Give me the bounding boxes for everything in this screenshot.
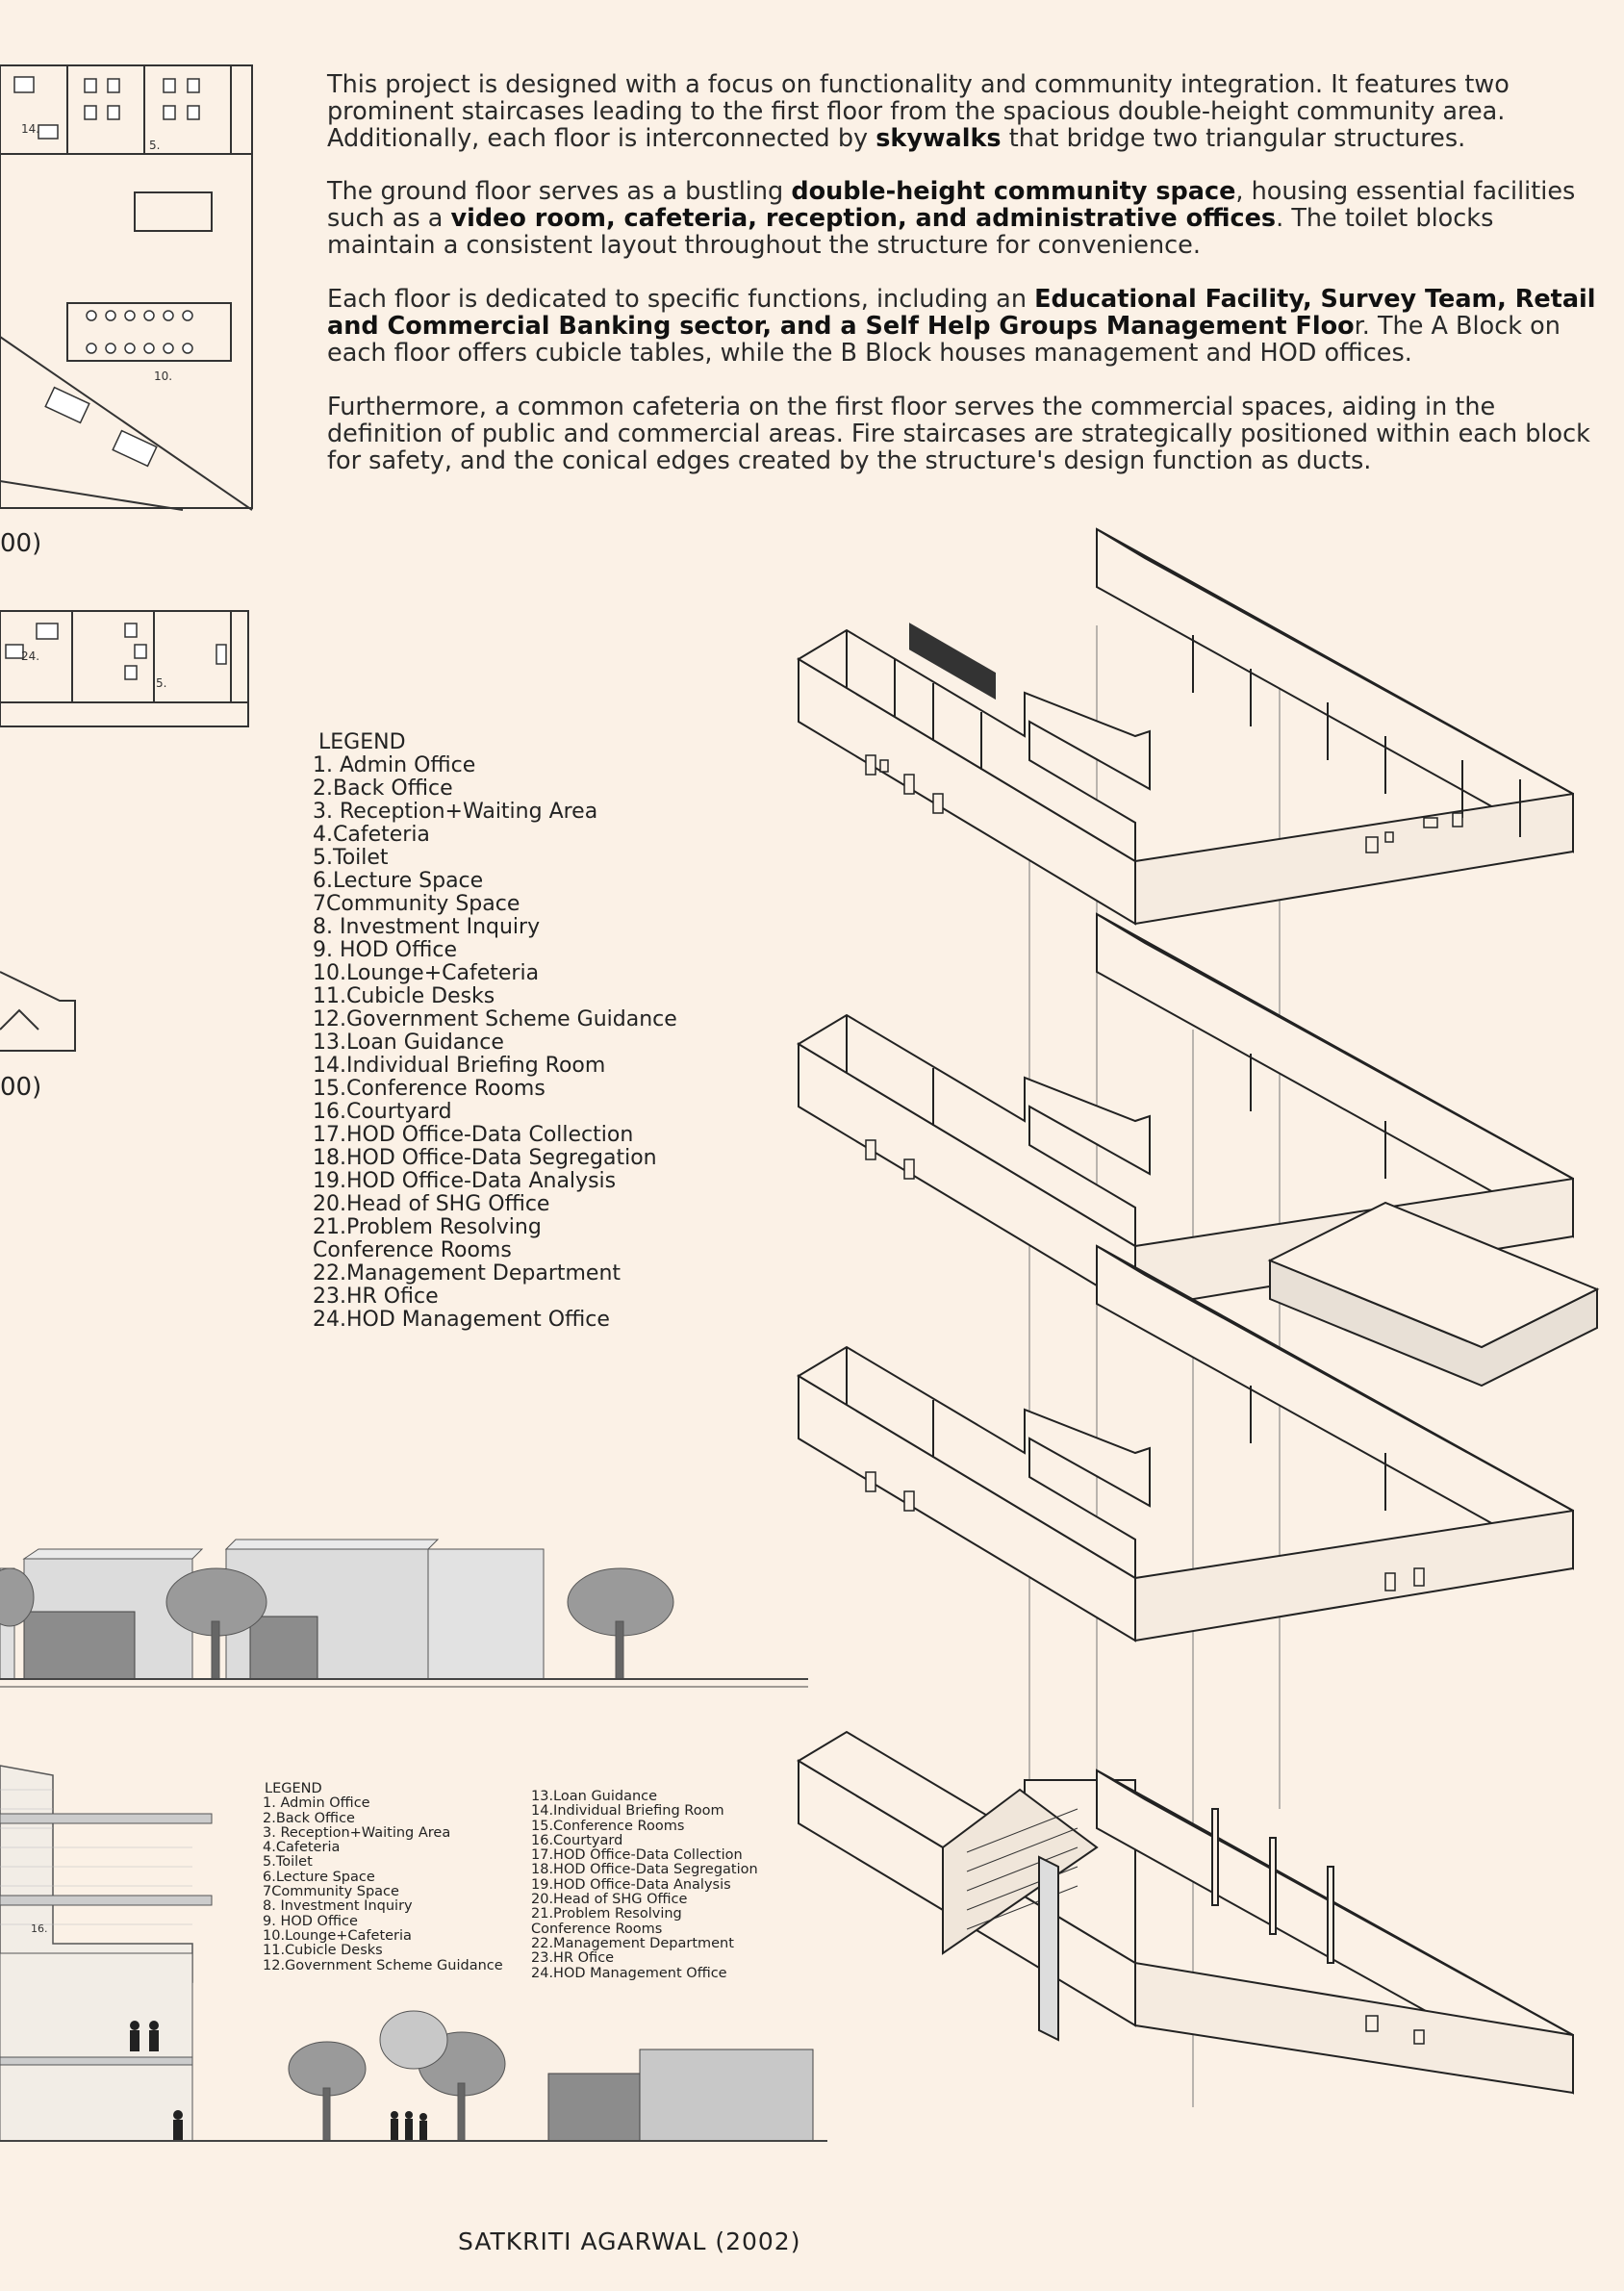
legend-item: 23.HR Ofice [313,1285,439,1309]
legend-item: 8. Investment Inquiry [263,1898,413,1915]
legend-item: 5.Toilet [313,846,389,870]
floor-plan-top [0,58,260,510]
author-credit: SATKRITI AGARWAL (2002) [458,2227,801,2255]
keyword-floor-functions: Educational Facility, Survey Team, Retail and Commercial Banking sector, and a Self Help Groups Management Floo [327,285,1596,341]
legend-item: 17.HOD Office-Data Collection [313,1123,634,1147]
legend-item: 20.Head of SHG Office [531,1892,688,1908]
isometric-floor-4 [799,529,1573,924]
legend-item: 3. Reception+Waiting Area [263,1824,451,1841]
legend-item: 8. Investment Inquiry [313,915,541,939]
plan-caption-2: 00) [0,1073,42,1102]
legend-item: 13.Loan Guidance [531,1789,658,1804]
legend-item: 22.Management Department [531,1935,734,1951]
plan-caption-1: 00) [0,529,42,558]
description-paragraph-4: Furthermore, a common cafeteria on the first floor serves the commercial spaces, aiding in the definition of public and commercial areas. Fire staircases are strategically positioned within each block for safety, and the conical edges created by the structure's design function as ducts. [327,393,1590,475]
legend-item: 24.HOD Management Office [531,1965,727,1981]
legend-item: 2.Back Office [313,776,453,801]
legend-item: 9. HOD Office [263,1913,358,1929]
legend-item: 10.Lounge+Cafeteria [263,1927,412,1944]
legend-item: 24.HOD Management Office [313,1308,610,1332]
legend-item: 3. Reception+Waiting Area [313,800,598,824]
legend-item: 20.Head of SHG Office [313,1192,550,1216]
legend-item: 7Community Space [313,892,520,916]
legend-item: 21.Problem Resolving [313,1215,542,1239]
floor-plan-middle [0,606,260,731]
legend-item: 4.Cafeteria [313,823,430,847]
legend-item: 12.Government Scheme Guidance [263,1957,503,1973]
legend-item: 16.Courtyard [531,1832,623,1848]
legend-item: 11.Cubicle Desks [313,984,495,1008]
legend-item: 6.Lecture Space [263,1869,375,1885]
legend-item: 15.Conference Rooms [531,1818,685,1834]
legend-item: 14.Individual Briefing Room [313,1054,606,1078]
plan-label: 5. [149,139,161,152]
legend-item: 10.Lounge+Cafeteria [313,961,540,985]
plan-label: 24. [21,649,40,663]
floor-plan-fragment [0,972,87,1058]
legend-item: 4.Cafeteria [263,1840,341,1856]
keyword-community-space: double-height community space [791,177,1236,206]
description-paragraph-1: This project is designed with a focus on functionality and community integration. It features two prominent staircases leading to the first floor from the spacious double-height community area. Additionally, each floor is interconnected by skywalks that bridge two triangular structures. [327,70,1510,153]
legend-title: LEGEND [265,1781,322,1796]
section-label: 16. [31,1922,48,1935]
legend-item: 5.Toilet [263,1854,313,1871]
legend-item: 17.HOD Office-Data Collection [531,1847,743,1864]
plan-label: 14. [21,122,40,136]
legend-item: Conference Rooms [313,1238,512,1262]
exploded-isometric-drawing [789,529,1597,2223]
keyword-facilities: video room, cafeteria, reception, and administrative offices [450,204,1277,233]
legend-item: 16.Courtyard [313,1100,452,1124]
legend-small-col2 [531,1790,758,1981]
legend-item: 23.HR Ofice [531,1950,615,1967]
legend-item: 21.Problem Resolving [531,1906,682,1922]
plan-label: 10. [154,369,173,383]
description-paragraph-2: The ground floor serves as a bustling double-height community space, housing essential facilities such as a video room, cafeteria, reception, and administrative offices. The toilet blocks maintain a consistent layout throughout the structure for convenience. [327,177,1576,260]
legend-main [313,731,677,1332]
elevation-drawing [0,1525,808,1703]
legend-item: 12.Government Scheme Guidance [313,1007,677,1031]
legend-item: 6.Lecture Space [313,869,484,893]
legend-item: 14.Individual Briefing Room [531,1803,724,1820]
legend-item: 15.Conference Rooms [313,1077,546,1101]
legend-item: 7Community Space [263,1884,399,1900]
keyword-skywalks: skywalks [875,124,1002,153]
legend-small-col1 [263,1782,503,1973]
legend-item: 9. HOD Office [313,938,457,962]
plan-label: 5. [156,676,167,690]
legend-item: 13.Loan Guidance [313,1031,504,1055]
legend-item: 18.HOD Office-Data Segregation [531,1862,758,1878]
legend-item: 19.HOD Office-Data Analysis [531,1876,731,1893]
isometric-floor-1 [799,1732,1573,2093]
legend-title: LEGEND [318,730,406,754]
legend-item: 11.Cubicle Desks [263,1943,383,1959]
legend-item: 1. Admin Office [313,753,476,777]
description-paragraph-3: Each floor is dedicated to specific functions, including an Educational Facility, Survey Team, Retail and Commercial Banking sector, and a Self Help Groups Management Floor. The A Block on each floor offers cubicle tables, while the B Block houses management and HOD offices. [327,285,1596,368]
legend-item: 18.HOD Office-Data Segregation [313,1146,657,1170]
legend-item: 19.HOD Office-Data Analysis [313,1169,617,1193]
legend-item: 1. Admin Office [263,1795,370,1812]
legend-item: 2.Back Office [263,1810,355,1826]
legend-item: 22.Management Department [313,1261,622,1286]
legend-item: Conference Rooms [531,1921,663,1937]
